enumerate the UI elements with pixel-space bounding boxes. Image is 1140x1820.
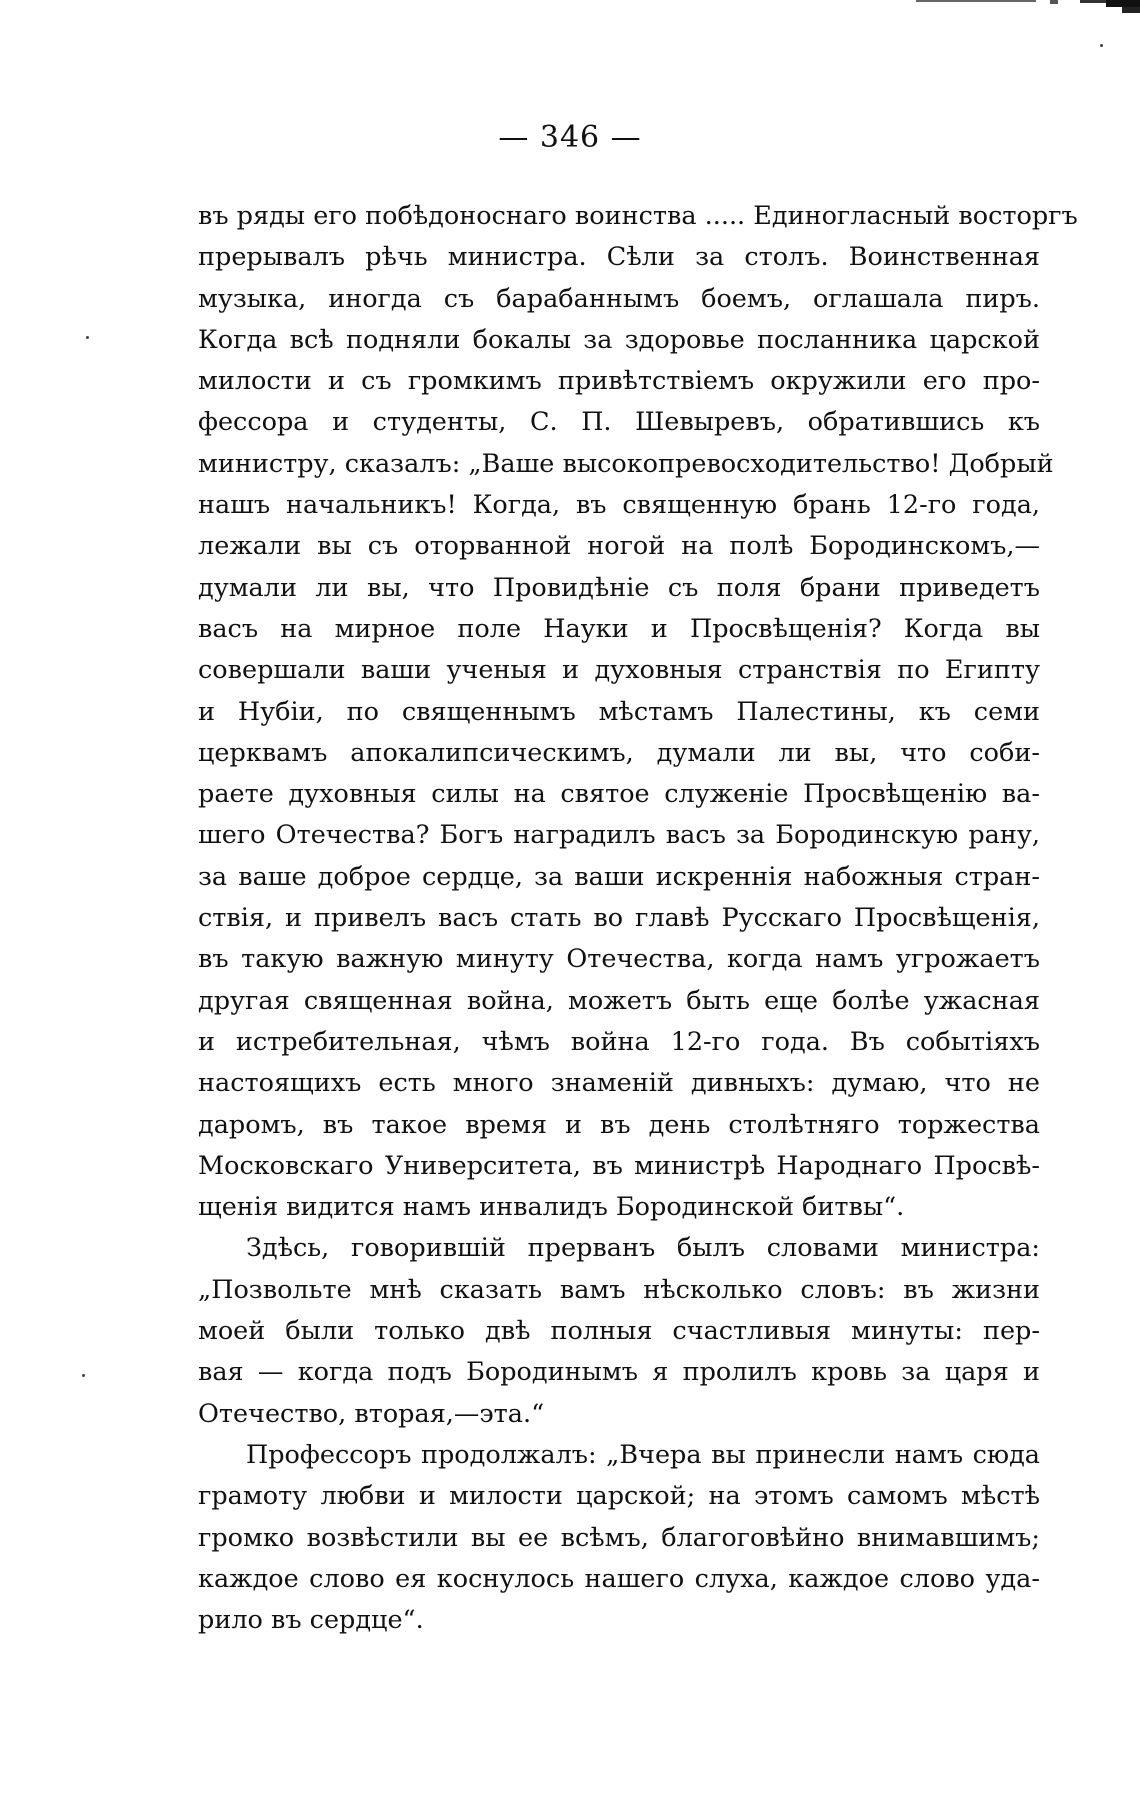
text-line: другая священная война, можетъ быть еще болѣе ужасная (198, 985, 1040, 1016)
text-line: Отечество, вторая,—эта.“ (198, 1398, 545, 1429)
text-line: церквамъ апокалипсическимъ, думали ли вы, что соби- (198, 737, 1040, 768)
text-line: щенія видится намъ инвалидъ Бородинской битвы“. (198, 1192, 905, 1223)
text-line: шего Отечества? Богъ наградилъ васъ за Бородинскую рану, (198, 820, 1040, 851)
text-line: совершали ваши ученыя и духовныя странствія по Египту (198, 655, 1040, 686)
scan-speck (86, 336, 89, 339)
text-line: Когда всѣ подняли бокалы за здоровье посланника царской (198, 324, 1040, 355)
text-line: прерывалъ рѣчь министра. Сѣли за столъ. Воинственная (198, 242, 1040, 273)
text-line: раете духовныя силы на святое служеніе Просвѣщенію ва- (198, 779, 1040, 810)
body-text (198, 196, 1078, 1641)
text-line: музыка, иногда съ барабаннымъ боемъ, оглашала пиръ. (198, 283, 1040, 314)
text-line: „Позвольте мнѣ сказать вамъ нѣсколько словъ: въ жизни (198, 1274, 1040, 1305)
scan-edge-mark (910, 0, 1140, 22)
text-line: въ такую важную минуту Отечества, когда намъ угрожаетъ (198, 944, 1040, 975)
text-line: грамоту любви и милости царской; на этомъ самомъ мѣстѣ (198, 1481, 1040, 1512)
text-line: за ваше доброе сердце, за ваши искреннія набожныя стран- (198, 861, 1040, 892)
text-line: Здѣсь, говорившій прерванъ былъ словами министра: (246, 1233, 1040, 1264)
page-number: — 346 — (498, 120, 642, 155)
text-line: нашъ начальникъ! Когда, въ священную брань 12-го года, (198, 490, 1040, 521)
text-line: фессора и студенты, С. П. Шевыревъ, обратившись къ (198, 407, 1040, 438)
text-line: и Нубіи, по священнымъ мѣстамъ Палестины, къ семи (198, 696, 1040, 727)
text-line: въ ряды его побѣдоноснаго воинства ..... Единогласный восторгъ (198, 201, 1078, 231)
text-line: ствія, и привелъ васъ стать во главѣ Русскаго Просвѣщенія, (198, 903, 1040, 934)
text-line: милости и съ громкимъ привѣтствіемъ окружили его про- (198, 366, 1040, 397)
text-line: громко возвѣстили вы ее всѣмъ, благоговѣйно внимавшимъ; (198, 1522, 1040, 1553)
text-line: васъ на мирное поле Науки и Просвѣщенія? Когда вы (198, 613, 1040, 644)
text-line: настоящихъ есть много знаменій дивныхъ: думаю, что не (198, 1068, 1040, 1099)
text-line: рило въ сердце“. (198, 1605, 424, 1636)
text-line: министру, сказалъ: „Ваше высокопревосходительство! Добрый (198, 448, 1054, 479)
text-line: даромъ, въ такое время и въ день столѣтняго торжества (198, 1109, 1040, 1140)
scan-speck (82, 1374, 85, 1377)
text-line: и истребительная, чѣмъ война 12-го года. Въ событіяхъ (198, 1026, 1040, 1057)
text-line: каждое слово ея коснулось нашего слуха, каждое слово уда- (198, 1563, 1040, 1594)
text-line: Профессоръ продолжалъ: „Вчера вы принесли намъ сюда (246, 1439, 1040, 1470)
text-line: Московскаго Университета, въ министрѣ Народнаго Просвѣ- (198, 1150, 1040, 1181)
text-line: думали ли вы, что Провидѣніе съ поля брани приведетъ (198, 572, 1040, 603)
text-line: лежали вы съ оторванной ногой на полѣ Бородинскомъ,— (198, 531, 1040, 562)
text-line: вая — когда подъ Бородинымъ я пролилъ кровь за царя и (198, 1357, 1040, 1388)
text-line: моей были только двѣ полныя счастливыя минуты: пер- (198, 1316, 1040, 1347)
scan-speck (1100, 44, 1103, 47)
